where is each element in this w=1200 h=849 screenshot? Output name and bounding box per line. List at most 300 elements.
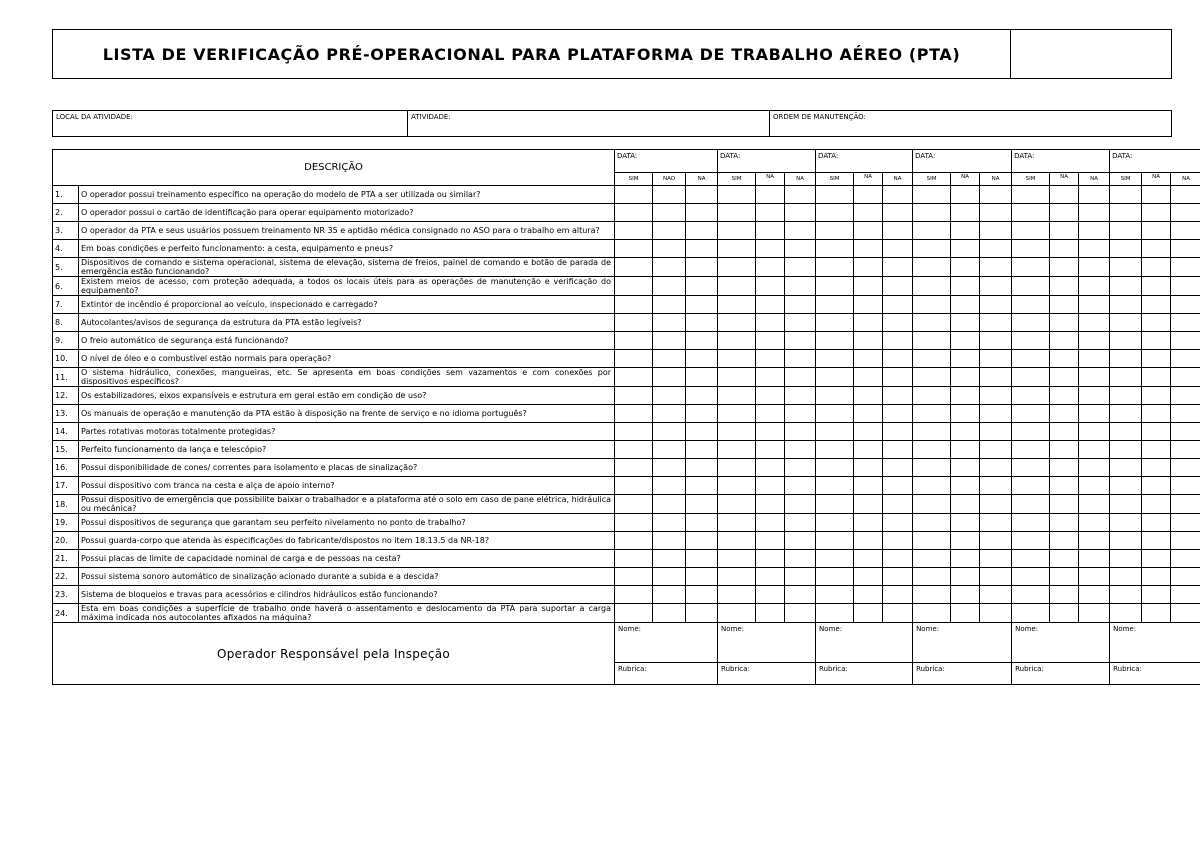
answer-cell[interactable]	[1050, 586, 1079, 604]
answer-cell[interactable]	[913, 568, 951, 586]
answer-cell[interactable]	[718, 550, 756, 568]
answer-cell[interactable]	[686, 477, 718, 495]
answer-cell[interactable]	[951, 222, 980, 240]
answer-cell[interactable]	[1079, 532, 1110, 550]
answer-cell[interactable]	[1079, 258, 1110, 277]
answer-cell[interactable]	[1171, 495, 1200, 514]
answer-cell[interactable]	[1142, 258, 1171, 277]
answer-cell[interactable]	[785, 332, 816, 350]
answer-cell[interactable]	[785, 514, 816, 532]
answer-cell[interactable]	[951, 405, 980, 423]
answer-cell[interactable]	[615, 405, 653, 423]
answer-cell[interactable]	[1050, 514, 1079, 532]
answer-cell[interactable]	[854, 532, 883, 550]
answer-cell[interactable]	[785, 277, 816, 296]
answer-cell[interactable]	[1012, 258, 1050, 277]
answer-cell[interactable]	[913, 550, 951, 568]
answer-cell[interactable]	[615, 514, 653, 532]
answer-cell[interactable]	[615, 441, 653, 459]
answer-cell[interactable]	[1110, 240, 1142, 258]
answer-cell[interactable]	[913, 405, 951, 423]
answer-cell[interactable]	[1012, 459, 1050, 477]
answer-cell[interactable]	[1012, 568, 1050, 586]
answer-cell[interactable]	[883, 387, 913, 405]
answer-cell[interactable]	[816, 296, 854, 314]
answer-cell[interactable]	[785, 387, 816, 405]
answer-cell[interactable]	[653, 423, 686, 441]
answer-cell[interactable]	[1079, 568, 1110, 586]
answer-cell[interactable]	[816, 204, 854, 222]
answer-cell[interactable]	[951, 514, 980, 532]
answer-cell[interactable]	[883, 277, 913, 296]
answer-cell[interactable]	[785, 350, 816, 368]
answer-cell[interactable]	[615, 586, 653, 604]
answer-cell[interactable]	[913, 296, 951, 314]
answer-cell[interactable]	[785, 459, 816, 477]
answer-cell[interactable]	[1050, 387, 1079, 405]
rubrica-field[interactable]: Rubrica:	[913, 663, 1012, 685]
answer-cell[interactable]	[756, 586, 785, 604]
answer-cell[interactable]	[756, 441, 785, 459]
answer-cell[interactable]	[854, 296, 883, 314]
answer-cell[interactable]	[980, 387, 1012, 405]
answer-cell[interactable]	[653, 222, 686, 240]
answer-cell[interactable]	[756, 314, 785, 332]
answer-cell[interactable]	[785, 222, 816, 240]
answer-cell[interactable]	[951, 604, 980, 623]
answer-cell[interactable]	[1171, 405, 1200, 423]
answer-cell[interactable]	[686, 332, 718, 350]
answer-cell[interactable]	[1050, 222, 1079, 240]
answer-cell[interactable]	[1079, 387, 1110, 405]
answer-cell[interactable]	[951, 350, 980, 368]
answer-cell[interactable]	[686, 441, 718, 459]
answer-cell[interactable]	[854, 514, 883, 532]
answer-cell[interactable]	[718, 532, 756, 550]
answer-cell[interactable]	[1171, 532, 1200, 550]
answer-cell[interactable]	[1050, 277, 1079, 296]
answer-cell[interactable]	[1171, 423, 1200, 441]
answer-cell[interactable]	[951, 532, 980, 550]
answer-cell[interactable]	[756, 495, 785, 514]
answer-cell[interactable]	[951, 477, 980, 495]
answer-cell[interactable]	[718, 186, 756, 204]
answer-cell[interactable]	[756, 186, 785, 204]
answer-cell[interactable]	[686, 387, 718, 405]
rubrica-field[interactable]: Rubrica:	[615, 663, 718, 685]
answer-cell[interactable]	[980, 532, 1012, 550]
answer-cell[interactable]	[1012, 277, 1050, 296]
answer-cell[interactable]	[1050, 204, 1079, 222]
answer-cell[interactable]	[883, 459, 913, 477]
answer-cell[interactable]	[913, 495, 951, 514]
answer-cell[interactable]	[854, 387, 883, 405]
answer-cell[interactable]	[1079, 586, 1110, 604]
answer-cell[interactable]	[913, 477, 951, 495]
answer-cell[interactable]	[756, 405, 785, 423]
answer-cell[interactable]	[653, 204, 686, 222]
answer-cell[interactable]	[718, 314, 756, 332]
answer-cell[interactable]	[1012, 586, 1050, 604]
answer-cell[interactable]	[718, 368, 756, 387]
answer-cell[interactable]	[1171, 332, 1200, 350]
answer-cell[interactable]	[615, 532, 653, 550]
answer-cell[interactable]	[686, 405, 718, 423]
date-field[interactable]: DATA:	[1110, 150, 1200, 173]
answer-cell[interactable]	[1171, 514, 1200, 532]
answer-cell[interactable]	[1012, 222, 1050, 240]
answer-cell[interactable]	[913, 459, 951, 477]
answer-cell[interactable]	[1142, 568, 1171, 586]
answer-cell[interactable]	[756, 423, 785, 441]
date-field[interactable]: DATA:	[1012, 150, 1110, 173]
answer-cell[interactable]	[615, 477, 653, 495]
answer-cell[interactable]	[913, 350, 951, 368]
answer-cell[interactable]	[883, 222, 913, 240]
ordem-manutencao-field[interactable]	[770, 111, 1171, 136]
answer-cell[interactable]	[1110, 222, 1142, 240]
answer-cell[interactable]	[951, 568, 980, 586]
answer-cell[interactable]	[615, 387, 653, 405]
inspector-name-field[interactable]: Nome:	[718, 623, 816, 663]
answer-cell[interactable]	[1171, 441, 1200, 459]
answer-cell[interactable]	[883, 441, 913, 459]
answer-cell[interactable]	[785, 586, 816, 604]
answer-cell[interactable]	[718, 240, 756, 258]
answer-cell[interactable]	[785, 423, 816, 441]
answer-cell[interactable]	[615, 423, 653, 441]
answer-cell[interactable]	[756, 258, 785, 277]
rubrica-field[interactable]: Rubrica:	[816, 663, 913, 685]
answer-cell[interactable]	[816, 405, 854, 423]
answer-cell[interactable]	[1142, 314, 1171, 332]
answer-cell[interactable]	[718, 495, 756, 514]
answer-cell[interactable]	[686, 186, 718, 204]
answer-cell[interactable]	[816, 186, 854, 204]
answer-cell[interactable]	[883, 550, 913, 568]
answer-cell[interactable]	[951, 204, 980, 222]
answer-cell[interactable]	[883, 586, 913, 604]
answer-cell[interactable]	[718, 568, 756, 586]
answer-cell[interactable]	[1110, 368, 1142, 387]
title-side-field[interactable]	[1011, 30, 1171, 78]
answer-cell[interactable]	[756, 514, 785, 532]
answer-cell[interactable]	[718, 586, 756, 604]
answer-cell[interactable]	[615, 204, 653, 222]
answer-cell[interactable]	[1079, 204, 1110, 222]
local-atividade-field[interactable]	[53, 111, 408, 136]
answer-cell[interactable]	[1012, 332, 1050, 350]
answer-cell[interactable]	[718, 332, 756, 350]
answer-cell[interactable]	[980, 514, 1012, 532]
answer-cell[interactable]	[718, 514, 756, 532]
answer-cell[interactable]	[1012, 204, 1050, 222]
answer-cell[interactable]	[816, 568, 854, 586]
answer-cell[interactable]	[816, 423, 854, 441]
answer-cell[interactable]	[756, 350, 785, 368]
answer-cell[interactable]	[951, 296, 980, 314]
answer-cell[interactable]	[913, 332, 951, 350]
answer-cell[interactable]	[1050, 477, 1079, 495]
answer-cell[interactable]	[854, 568, 883, 586]
answer-cell[interactable]	[653, 277, 686, 296]
answer-cell[interactable]	[883, 514, 913, 532]
answer-cell[interactable]	[686, 550, 718, 568]
answer-cell[interactable]	[1012, 186, 1050, 204]
atividade-field[interactable]	[408, 111, 770, 136]
answer-cell[interactable]	[1050, 314, 1079, 332]
answer-cell[interactable]	[854, 368, 883, 387]
answer-cell[interactable]	[980, 332, 1012, 350]
answer-cell[interactable]	[756, 368, 785, 387]
answer-cell[interactable]	[653, 296, 686, 314]
answer-cell[interactable]	[653, 550, 686, 568]
answer-cell[interactable]	[854, 350, 883, 368]
answer-cell[interactable]	[980, 314, 1012, 332]
answer-cell[interactable]	[1012, 604, 1050, 623]
answer-cell[interactable]	[785, 604, 816, 623]
answer-cell[interactable]	[1171, 240, 1200, 258]
answer-cell[interactable]	[1079, 477, 1110, 495]
answer-cell[interactable]	[951, 314, 980, 332]
answer-cell[interactable]	[785, 204, 816, 222]
answer-cell[interactable]	[686, 350, 718, 368]
answer-cell[interactable]	[951, 277, 980, 296]
answer-cell[interactable]	[816, 477, 854, 495]
answer-cell[interactable]	[1110, 314, 1142, 332]
answer-cell[interactable]	[718, 204, 756, 222]
answer-cell[interactable]	[854, 495, 883, 514]
answer-cell[interactable]	[785, 314, 816, 332]
answer-cell[interactable]	[883, 532, 913, 550]
answer-cell[interactable]	[980, 277, 1012, 296]
answer-cell[interactable]	[913, 586, 951, 604]
answer-cell[interactable]	[653, 586, 686, 604]
answer-cell[interactable]	[883, 204, 913, 222]
answer-cell[interactable]	[913, 222, 951, 240]
answer-cell[interactable]	[686, 495, 718, 514]
answer-cell[interactable]	[718, 441, 756, 459]
answer-cell[interactable]	[1110, 277, 1142, 296]
answer-cell[interactable]	[718, 459, 756, 477]
answer-cell[interactable]	[1079, 332, 1110, 350]
answer-cell[interactable]	[816, 222, 854, 240]
answer-cell[interactable]	[756, 604, 785, 623]
answer-cell[interactable]	[1110, 568, 1142, 586]
answer-cell[interactable]	[1110, 604, 1142, 623]
rubrica-field[interactable]: Rubrica:	[1012, 663, 1110, 685]
answer-cell[interactable]	[653, 387, 686, 405]
answer-cell[interactable]	[1110, 204, 1142, 222]
answer-cell[interactable]	[686, 277, 718, 296]
answer-cell[interactable]	[951, 441, 980, 459]
answer-cell[interactable]	[1171, 277, 1200, 296]
answer-cell[interactable]	[980, 495, 1012, 514]
answer-cell[interactable]	[883, 604, 913, 623]
answer-cell[interactable]	[1142, 350, 1171, 368]
answer-cell[interactable]	[1142, 204, 1171, 222]
answer-cell[interactable]	[615, 277, 653, 296]
inspector-name-field[interactable]: Nome:	[1110, 623, 1200, 663]
answer-cell[interactable]	[1110, 550, 1142, 568]
date-field[interactable]: DATA:	[913, 150, 1012, 173]
answer-cell[interactable]	[854, 186, 883, 204]
answer-cell[interactable]	[816, 368, 854, 387]
answer-cell[interactable]	[615, 296, 653, 314]
answer-cell[interactable]	[883, 332, 913, 350]
answer-cell[interactable]	[1171, 368, 1200, 387]
answer-cell[interactable]	[686, 459, 718, 477]
answer-cell[interactable]	[615, 314, 653, 332]
answer-cell[interactable]	[913, 604, 951, 623]
answer-cell[interactable]	[785, 532, 816, 550]
answer-cell[interactable]	[785, 368, 816, 387]
answer-cell[interactable]	[653, 532, 686, 550]
answer-cell[interactable]	[913, 277, 951, 296]
answer-cell[interactable]	[1142, 495, 1171, 514]
answer-cell[interactable]	[1012, 296, 1050, 314]
answer-cell[interactable]	[1171, 387, 1200, 405]
answer-cell[interactable]	[883, 423, 913, 441]
answer-cell[interactable]	[686, 586, 718, 604]
answer-cell[interactable]	[1079, 514, 1110, 532]
rubrica-field[interactable]: Rubrica:	[1110, 663, 1200, 685]
answer-cell[interactable]	[1142, 240, 1171, 258]
answer-cell[interactable]	[816, 258, 854, 277]
answer-cell[interactable]	[980, 550, 1012, 568]
answer-cell[interactable]	[1079, 441, 1110, 459]
answer-cell[interactable]	[913, 387, 951, 405]
answer-cell[interactable]	[816, 532, 854, 550]
answer-cell[interactable]	[686, 258, 718, 277]
answer-cell[interactable]	[1079, 350, 1110, 368]
answer-cell[interactable]	[913, 368, 951, 387]
answer-cell[interactable]	[980, 296, 1012, 314]
answer-cell[interactable]	[816, 240, 854, 258]
answer-cell[interactable]	[854, 604, 883, 623]
answer-cell[interactable]	[1110, 532, 1142, 550]
answer-cell[interactable]	[756, 240, 785, 258]
answer-cell[interactable]	[1142, 586, 1171, 604]
answer-cell[interactable]	[951, 550, 980, 568]
answer-cell[interactable]	[1012, 441, 1050, 459]
answer-cell[interactable]	[653, 441, 686, 459]
answer-cell[interactable]	[1079, 240, 1110, 258]
answer-cell[interactable]	[1050, 368, 1079, 387]
answer-cell[interactable]	[1110, 495, 1142, 514]
answer-cell[interactable]	[615, 350, 653, 368]
answer-cell[interactable]	[1079, 186, 1110, 204]
answer-cell[interactable]	[615, 258, 653, 277]
answer-cell[interactable]	[883, 568, 913, 586]
answer-cell[interactable]	[615, 368, 653, 387]
answer-cell[interactable]	[1079, 296, 1110, 314]
inspector-name-field[interactable]: Nome:	[816, 623, 913, 663]
answer-cell[interactable]	[756, 222, 785, 240]
answer-cell[interactable]	[1142, 222, 1171, 240]
answer-cell[interactable]	[1012, 350, 1050, 368]
answer-cell[interactable]	[1079, 423, 1110, 441]
answer-cell[interactable]	[913, 186, 951, 204]
answer-cell[interactable]	[615, 222, 653, 240]
answer-cell[interactable]	[653, 495, 686, 514]
answer-cell[interactable]	[785, 550, 816, 568]
answer-cell[interactable]	[913, 423, 951, 441]
date-field[interactable]: DATA:	[615, 150, 718, 173]
answer-cell[interactable]	[883, 350, 913, 368]
answer-cell[interactable]	[1171, 604, 1200, 623]
answer-cell[interactable]	[785, 258, 816, 277]
answer-cell[interactable]	[653, 568, 686, 586]
answer-cell[interactable]	[1110, 350, 1142, 368]
answer-cell[interactable]	[1110, 423, 1142, 441]
answer-cell[interactable]	[1079, 405, 1110, 423]
answer-cell[interactable]	[1079, 222, 1110, 240]
answer-cell[interactable]	[1079, 459, 1110, 477]
answer-cell[interactable]	[785, 477, 816, 495]
answer-cell[interactable]	[718, 277, 756, 296]
answer-cell[interactable]	[653, 314, 686, 332]
answer-cell[interactable]	[1142, 332, 1171, 350]
answer-cell[interactable]	[1012, 514, 1050, 532]
answer-cell[interactable]	[816, 332, 854, 350]
answer-cell[interactable]	[686, 423, 718, 441]
answer-cell[interactable]	[980, 459, 1012, 477]
answer-cell[interactable]	[951, 586, 980, 604]
answer-cell[interactable]	[756, 459, 785, 477]
answer-cell[interactable]	[854, 258, 883, 277]
answer-cell[interactable]	[1012, 532, 1050, 550]
answer-cell[interactable]	[718, 350, 756, 368]
answer-cell[interactable]	[1012, 550, 1050, 568]
answer-cell[interactable]	[951, 368, 980, 387]
answer-cell[interactable]	[653, 477, 686, 495]
answer-cell[interactable]	[686, 532, 718, 550]
answer-cell[interactable]	[816, 514, 854, 532]
answer-cell[interactable]	[854, 314, 883, 332]
answer-cell[interactable]	[854, 459, 883, 477]
answer-cell[interactable]	[854, 405, 883, 423]
answer-cell[interactable]	[913, 441, 951, 459]
inspector-name-field[interactable]: Nome:	[913, 623, 1012, 663]
answer-cell[interactable]	[718, 604, 756, 623]
answer-cell[interactable]	[1171, 459, 1200, 477]
answer-cell[interactable]	[1171, 204, 1200, 222]
answer-cell[interactable]	[1110, 514, 1142, 532]
answer-cell[interactable]	[1142, 604, 1171, 623]
answer-cell[interactable]	[1171, 586, 1200, 604]
answer-cell[interactable]	[686, 240, 718, 258]
answer-cell[interactable]	[1079, 277, 1110, 296]
answer-cell[interactable]	[980, 258, 1012, 277]
answer-cell[interactable]	[1142, 423, 1171, 441]
answer-cell[interactable]	[1050, 604, 1079, 623]
answer-cell[interactable]	[1079, 604, 1110, 623]
answer-cell[interactable]	[686, 514, 718, 532]
answer-cell[interactable]	[718, 477, 756, 495]
answer-cell[interactable]	[1050, 405, 1079, 423]
answer-cell[interactable]	[718, 222, 756, 240]
answer-cell[interactable]	[756, 532, 785, 550]
answer-cell[interactable]	[951, 459, 980, 477]
answer-cell[interactable]	[1079, 495, 1110, 514]
answer-cell[interactable]	[615, 550, 653, 568]
answer-cell[interactable]	[1171, 314, 1200, 332]
answer-cell[interactable]	[816, 586, 854, 604]
answer-cell[interactable]	[686, 604, 718, 623]
answer-cell[interactable]	[1012, 477, 1050, 495]
answer-cell[interactable]	[951, 186, 980, 204]
